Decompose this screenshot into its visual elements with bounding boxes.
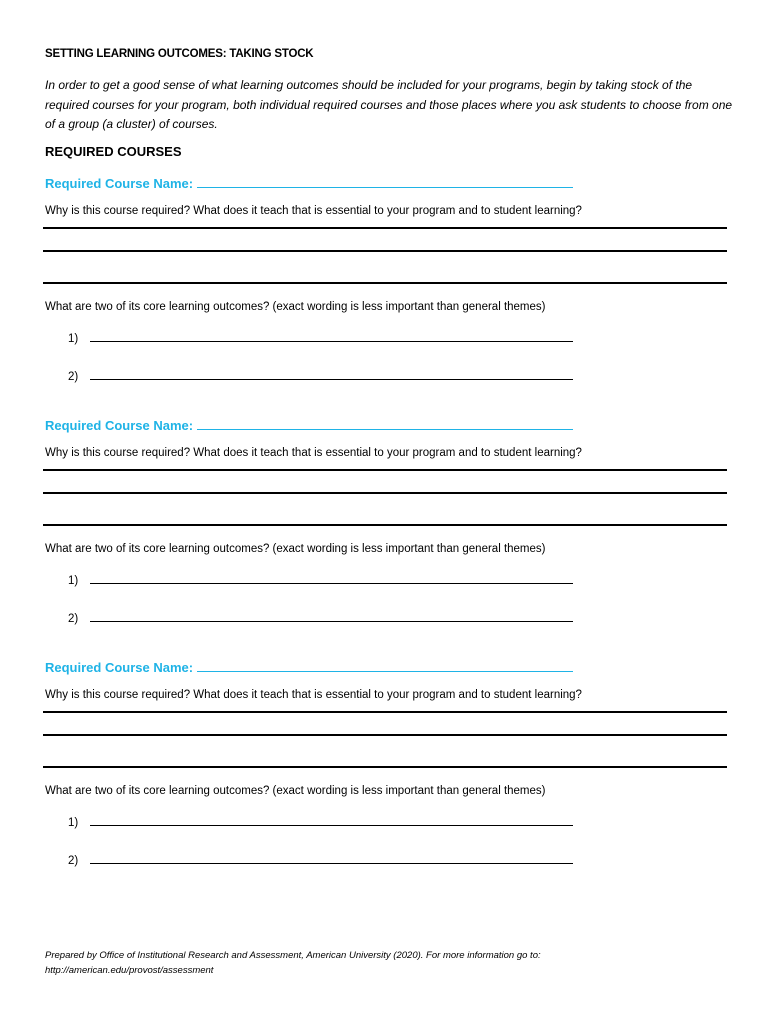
answer-line[interactable]	[43, 282, 727, 284]
outcome-field[interactable]	[90, 853, 573, 864]
outcome-number: 1)	[68, 817, 79, 829]
answer-line[interactable]	[43, 711, 727, 713]
course-name-text: Required Course Name:	[45, 418, 194, 433]
answer-line[interactable]	[43, 524, 727, 526]
outcome-number: 2)	[68, 371, 79, 383]
outcome-field[interactable]	[90, 573, 573, 584]
outcome-field[interactable]	[90, 369, 573, 380]
outcome-number: 1)	[68, 575, 79, 587]
outcome-item-2	[68, 369, 573, 383]
footer-note	[45, 948, 665, 978]
outcome-item-1	[68, 815, 573, 829]
intro-paragraph: In order to get a good sense of what learning outcomes should be included for your programs, begin by taking stock of the required courses for your program, both individual required courses and those places where you ask students to choose from one of a group (a cluster) of courses.	[45, 78, 733, 131]
course-name-field[interactable]	[197, 417, 573, 430]
answer-line[interactable]	[43, 250, 727, 252]
answer-line[interactable]	[43, 492, 727, 494]
course-name-field[interactable]	[197, 175, 573, 188]
outcome-item-1	[68, 331, 573, 345]
course-name-label	[45, 659, 573, 675]
course-name-field[interactable]	[197, 659, 573, 672]
outcome-number: 2)	[68, 855, 79, 867]
course-name-label	[45, 417, 573, 433]
course-block-3	[0, 659, 770, 889]
course-name-label	[45, 175, 573, 191]
outcome-field[interactable]	[90, 611, 573, 622]
why-question: Why is this course required? What does it teach that is essential to your program and to student learning?	[45, 205, 582, 217]
answer-line[interactable]	[43, 469, 727, 471]
course-name-text: Required Course Name:	[45, 660, 194, 675]
outcome-number: 1)	[68, 333, 79, 345]
outcome-field[interactable]	[90, 331, 573, 342]
footer-link[interactable]: http://american.edu/provost/assessment	[45, 965, 214, 976]
outcomes-question: What are two of its core learning outcomes? (exact wording is less important than general themes)	[45, 785, 546, 797]
outcomes-question: What are two of its core learning outcomes? (exact wording is less important than general themes)	[45, 543, 546, 555]
page-title: SETTING LEARNING OUTCOMES: TAKING STOCK	[45, 48, 314, 60]
section-heading: REQUIRED COURSES	[45, 144, 182, 159]
course-name-text: Required Course Name:	[45, 176, 194, 191]
why-question: Why is this course required? What does it teach that is essential to your program and to student learning?	[45, 447, 582, 459]
outcome-item-2	[68, 853, 573, 867]
answer-line[interactable]	[43, 227, 727, 229]
outcome-number: 2)	[68, 613, 79, 625]
footer-credit: Prepared by Office of Institutional Research and Assessment, American University (2020). For more information go to:	[45, 950, 541, 961]
answer-line[interactable]	[43, 734, 727, 736]
answer-line[interactable]	[43, 766, 727, 768]
outcome-field[interactable]	[90, 815, 573, 826]
why-question: Why is this course required? What does it teach that is essential to your program and to student learning?	[45, 689, 582, 701]
course-block-1	[0, 175, 770, 405]
course-block-2	[0, 417, 770, 647]
outcome-item-1	[68, 573, 573, 587]
outcomes-question: What are two of its core learning outcomes? (exact wording is less important than general themes)	[45, 301, 546, 313]
outcome-item-2	[68, 611, 573, 625]
